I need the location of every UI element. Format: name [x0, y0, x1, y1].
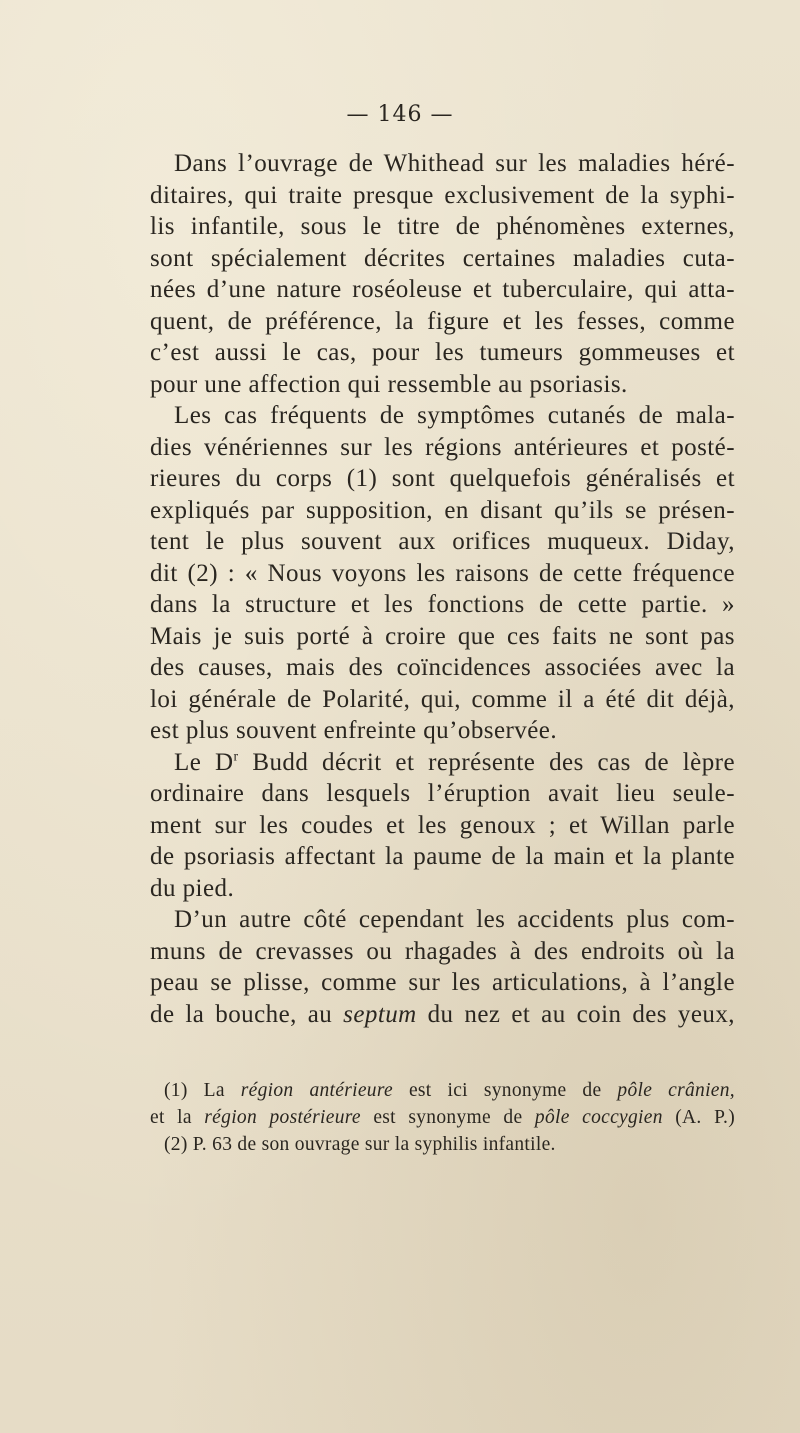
- text-line: [150, 747, 735, 779]
- text-line-content: nées d’une nature roséoleuse et tuberculaire, qui atta-: [150, 276, 735, 303]
- text-line-content: rieures du corps (1) sont quelquefois généralisés et: [150, 465, 735, 492]
- text-line: [150, 337, 735, 369]
- text-line-content: ditaires, qui traite presque exclusivement de la syphi-: [150, 181, 735, 209]
- text-line-content: Mais je suis porté à croire que ces faits ne sont pas: [150, 622, 735, 650]
- text-line: [150, 936, 735, 968]
- text-line-content: Dans l’ouvrage de Whithead sur les maladies héré-: [174, 150, 735, 177]
- text-line: [150, 148, 735, 180]
- footnote-text: (A. P.): [662, 1107, 736, 1128]
- text-line-content: expliqués par supposition, en disant qu’ils se présen-: [150, 496, 735, 524]
- footnote-line: [150, 1131, 735, 1158]
- text-line: [150, 463, 735, 495]
- text-line: [150, 715, 735, 747]
- text-line: [150, 526, 735, 558]
- text-line-content: loi générale de Polarité, qui, comme il a été dit déjà,: [150, 685, 735, 713]
- text-line: [150, 589, 735, 621]
- text-line-content: Les cas fréquents de symptômes cutanés de mala-: [174, 402, 735, 429]
- text-line-continuation: Budd décrit et représente des cas de lèpre: [238, 748, 735, 776]
- text-line: [150, 495, 735, 527]
- text-line-content: de la bouche, au: [150, 1000, 344, 1028]
- text-line: [150, 400, 735, 432]
- text-line: [150, 904, 735, 936]
- text-line-content: des causes, mais des coïncidences associées avec la: [150, 654, 735, 681]
- text-line-content: de psoriasis affectant la paume de la main et la plante: [150, 843, 735, 870]
- text-line-content: lis infantile, sous le titre de phénomènes externes,: [150, 213, 735, 240]
- text-line-content: peau se plisse, comme sur les articulations, à l’angle: [150, 969, 735, 996]
- text-line: [150, 810, 735, 842]
- text-line: [150, 180, 735, 212]
- text-line: [150, 432, 735, 464]
- text-line: [150, 684, 735, 716]
- footnote-line: [150, 1077, 735, 1104]
- text-line-continuation: du nez et au coin des yeux,: [416, 1000, 735, 1028]
- footnote-line: [150, 1104, 735, 1131]
- italic-term: septum: [343, 1000, 417, 1028]
- text-line-content: ment sur les coudes et les genoux ; et Willan parle: [150, 811, 735, 839]
- text-line-content: dies vénériennes sur les régions antérieures et posté-: [150, 433, 735, 461]
- footnote-text: (2) P. 63 de son ouvrage sur la syphilis infantile.: [164, 1134, 556, 1155]
- superscript: r: [233, 748, 239, 764]
- text-line: [150, 274, 735, 306]
- footnote-text: (1) La: [164, 1080, 241, 1101]
- text-line: [150, 999, 735, 1031]
- text-line-content: Le D: [174, 748, 234, 776]
- text-line-content: D’un autre côté cependant les accidents plus com-: [174, 906, 735, 933]
- footnote-italic: pôle coccygien: [534, 1107, 663, 1128]
- footnote-text: est synonyme de: [360, 1107, 535, 1128]
- text-line-content: c’est aussi le cas, pour les tumeurs gommeuses et: [150, 339, 735, 366]
- text-line: [150, 841, 735, 873]
- text-line-content: tent le plus souvent aux orifices muqueux. Diday,: [150, 528, 735, 555]
- text-line-content: muns de crevasses ou rhagades à des endroits où la: [150, 937, 735, 965]
- text-line: [150, 211, 735, 243]
- text-line-content: ordinaire dans lesquels l’éruption avait lieu seule-: [150, 780, 735, 807]
- page-number: — 146 —: [346, 102, 454, 127]
- footnotes: [150, 1077, 735, 1158]
- text-line: [150, 306, 735, 338]
- text-line: [150, 558, 735, 590]
- text-line: [150, 243, 735, 275]
- text-line-content: pour une affection qui ressemble au psoriasis.: [150, 370, 628, 398]
- footnote-text: et la: [150, 1107, 205, 1128]
- text-line-content: dit (2) : « Nous voyons les raisons de cette fréquence: [150, 559, 735, 587]
- text-line-content: sont spécialement décrites certaines maladies cuta-: [150, 244, 735, 272]
- text-line-content: est plus souvent enfreinte qu’observée.: [150, 717, 558, 744]
- footnote-italic: pôle crânien,: [617, 1080, 735, 1101]
- text-line: [150, 652, 735, 684]
- text-line: [150, 967, 735, 999]
- text-line: [150, 873, 735, 905]
- text-line-content: du pied.: [150, 874, 235, 902]
- body-text: [150, 148, 735, 1030]
- footnote-text: est ici synonyme de: [392, 1080, 618, 1101]
- text-line-content: quent, de préférence, la figure et les fesses, comme: [150, 307, 735, 335]
- text-line-content: dans la structure et les fonctions de cette partie. »: [150, 591, 735, 618]
- footnote-italic: région antérieure: [240, 1080, 393, 1101]
- footnote-italic: région postérieure: [204, 1107, 361, 1128]
- text-line: [150, 621, 735, 653]
- text-line: [150, 778, 735, 810]
- text-line: [150, 369, 735, 401]
